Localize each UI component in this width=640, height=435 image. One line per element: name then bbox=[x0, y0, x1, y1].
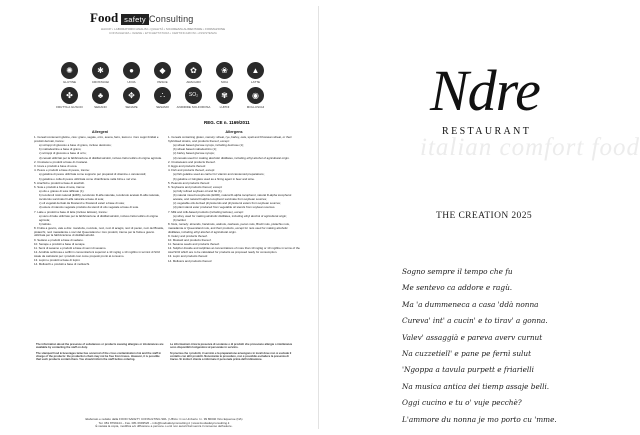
list-item: 10. Senape e prodotti a base di senape. bbox=[34, 241, 86, 246]
allergen-item bbox=[147, 87, 178, 109]
list-item: 13. Lupini e prodotti a base di lupini. bbox=[34, 258, 81, 263]
allergen-label: SENAPE bbox=[125, 105, 138, 109]
list-item: 3. Uova e prodotti a base di uova. bbox=[34, 163, 78, 168]
list-item: d) estere di stanolo vegetale prodotto da steroli di olio vegetale a base di soia. bbox=[39, 205, 139, 210]
italian-column-title: Allergeni bbox=[91, 130, 109, 134]
restaurant-logo: Ndre bbox=[430, 58, 540, 123]
milk-icon: ▲ bbox=[247, 62, 264, 79]
list-item: (c) vegetable oils derived phytosterols and phytosterol esters from soybean sources; bbox=[173, 201, 281, 206]
list-item: 5. Arachidi e prodotti a base di arachidi. bbox=[34, 180, 85, 185]
list-item: 2. Crustaceans and products thereof. bbox=[168, 159, 216, 164]
list-item: (a) fish gelatine used as carrier for vitamin and carotenoid preparations; bbox=[173, 172, 265, 177]
page-fold bbox=[318, 6, 319, 429]
poem-line: Ma 'a dummeneca a casa 'ddà nonna bbox=[402, 299, 539, 309]
footer-line: È vietata la copia, modifica e/o diffusione a persone o enti non autorizzati senza il consenso dell'autore. bbox=[95, 424, 233, 429]
list-item: d) cereali utilizzati per la fabbricazione di distillati alcolici, incluso l'alcol etilico di origine agricola. bbox=[39, 155, 162, 160]
mollusc-icon: ◉ bbox=[247, 87, 264, 104]
italian-notes bbox=[170, 343, 298, 363]
list-item: 7. Latte e prodotti a base di latte (incluso lattosio), tranne: bbox=[34, 209, 108, 214]
allergen-item bbox=[240, 87, 271, 109]
list-item: 1. Cereals containing gluten, namely: wheat, rye, barley, oats, spelt and Khorasan wheat, or their hybridised strains, and products thereof, except: bbox=[168, 135, 292, 143]
regulation-title: REG. CE n. 1169/2011 bbox=[204, 120, 250, 125]
list-item: (b) gelatine or Isinglass used as a fining agent in beer and wine. bbox=[173, 176, 255, 181]
list-item: (a) fully refined soybean oil and fat (1); bbox=[173, 189, 223, 194]
legal-footer bbox=[64, 418, 264, 429]
allergen-item bbox=[209, 87, 240, 109]
poem-line: Me sentevo ca addore e ragù. bbox=[402, 283, 513, 293]
list-item: 6. Soia e prodotti a base di soia, tranne: bbox=[34, 184, 86, 189]
list-item: 1. Cereali contenenti glutine, cioè: grano, segale, orzo, avena, farro, kamut o i loro ceppi ibridati e prodotti derivati, tranne: bbox=[34, 135, 159, 143]
allergen-page bbox=[8, 6, 312, 429]
allergen-item bbox=[54, 62, 85, 84]
allergen-item bbox=[178, 87, 209, 109]
allergen-label: ARACHIDI bbox=[186, 80, 201, 84]
list-item: 6. Soybeans and products thereof, except: bbox=[168, 184, 223, 189]
list-item: b) gelatina o colla di pesce utilizzata come chiarificante nella birra e nel vino. bbox=[39, 176, 137, 181]
list-item: 7. Milk and milk-based products (including lactose), except: bbox=[168, 209, 244, 214]
brand-safety: safety bbox=[121, 14, 149, 25]
english-notes bbox=[36, 343, 164, 363]
list-item: (b) wheat based maltodextrins (1); bbox=[173, 147, 217, 152]
brand-consulting: Consulting bbox=[148, 14, 194, 24]
list-item: (a) wheat based glucose syrups, including dextrose (1); bbox=[173, 142, 244, 147]
allergen-label: FRUTTA A GUSCIO bbox=[56, 105, 83, 109]
poem bbox=[402, 264, 632, 428]
sulphite-icon: SO₂ bbox=[185, 87, 202, 104]
english-allergen-list bbox=[168, 136, 300, 263]
list-item: 13. Lupin and products thereof. bbox=[168, 254, 209, 259]
list-item: b) lattiolo. bbox=[39, 221, 52, 226]
cover-page bbox=[322, 6, 640, 429]
list-item: c) sciroppi di glucosio a base di orzo; bbox=[39, 151, 87, 156]
list-item: 14. Molluscs and products thereof. bbox=[168, 258, 213, 263]
creation-year: THE CREATION 2025 bbox=[436, 211, 532, 221]
sesame-icon: ∴ bbox=[154, 87, 171, 104]
footer-line: Tel. 081 8799144 – Fax. 081 0993526 – info@foodsafetyconsulting.it | www.foodsafetyconsulting.it bbox=[98, 420, 230, 425]
list-item: c) oli vegetali derivati da fitosteroli e fitosteroli esteri a base di soia; bbox=[39, 201, 125, 206]
list-item: 11. Sesame seeds and products thereof. bbox=[168, 242, 220, 247]
list-item: 4. Pesce e prodotti a base di pesce, tranne: bbox=[34, 168, 90, 173]
english-column-title: Allergens bbox=[225, 130, 243, 134]
poem-line: Sogno sempre il tempo che fu bbox=[402, 267, 513, 276]
list-item: 9. Sedano e prodotti a base di sedano. bbox=[34, 237, 84, 242]
list-item: 14. Molluschi e prodotti a base di molluschi. bbox=[34, 262, 90, 267]
allergen-label: SEDANO bbox=[94, 105, 107, 109]
mustard-icon: ✥ bbox=[123, 87, 140, 104]
allergen-item bbox=[209, 62, 240, 84]
list-item: 8. Frutta a guscio, vale a dire: mandorle, nocciole, noci, noci di acagiù, noci di pecan, noci del Brasile, pistacchi, noci macadamia o noci del Queensland e i loro prodotti, tranne per la frutta a guscio utilizzata per la fabbricazione di distillati alcolici. bbox=[34, 225, 164, 238]
list-item: 5. Peanuts and products thereof. bbox=[168, 180, 210, 185]
brand-services-line: HACCP • LABORATORIO ANALISI • QUALITÀ • SICUREZZA ALIMENTARE • FORMAZIONE bbox=[100, 27, 226, 31]
brand-food: Food bbox=[90, 10, 119, 25]
italian-allergen-column bbox=[34, 130, 166, 268]
allergen-item bbox=[85, 62, 116, 84]
list-item: 12. Anidride solforosa e solfiti in concentrazioni superiori a 10 mg/kg o 10 mg/litro in termini di SO2 totale da calcolarsi per i prodotti così come proposti pronti al consumo. bbox=[34, 250, 160, 258]
fish-icon: ◆ bbox=[154, 62, 171, 79]
wheat-icon: ✺ bbox=[61, 62, 78, 79]
poem-line: Na cuzzetiell' e pane pe fernì sulut bbox=[402, 348, 531, 358]
restaurant-label: RESTAURANT bbox=[442, 126, 532, 137]
list-item: b) tocoferoli misti naturali (E306), tocoferolo D-alfa naturale, tocoferolo acetato D-alfa naturale, tocoferolo succinato D-alfa naturale a base di soia; bbox=[39, 193, 160, 202]
english-allergen-column bbox=[168, 130, 300, 264]
poem-line: L'ammore du nonna je mo porto cu 'mme. bbox=[402, 414, 557, 424]
allergen-item bbox=[240, 62, 271, 84]
allergen-label: CROSTACEI bbox=[91, 80, 110, 84]
list-item: 3. Eggs and products thereof. bbox=[168, 163, 206, 168]
poem-line: Oggi cucino e tu o' vuje pecchè? bbox=[402, 398, 522, 408]
list-item: (c) barley based glucose syrups; bbox=[173, 151, 215, 156]
list-item: 10. Mustard and products thereof. bbox=[168, 238, 212, 243]
list-item: 11. Semi di sesamo e prodotti a base di semi di sesamo. bbox=[34, 245, 107, 250]
poem-line: Valev' assaggià e pareva averv curnut bbox=[402, 332, 543, 342]
food-safety-logo bbox=[90, 10, 194, 26]
allergen-label: LATTE bbox=[250, 80, 261, 84]
list-item: 8. Nuts, namely: almonds, hazelnuts, walnuts, cashews, pecan nuts, Brazil nuts, pistachio nuts, macadamia or Queensland nuts, and their products, except for nuts used for making alcoholic distillates, including ethyl alcohol of agricultural origin. bbox=[168, 222, 290, 234]
list-item: (b) lactitol. bbox=[173, 218, 187, 223]
poem-line: Cureva' int' a cucin' e to tirav' a gonna. bbox=[402, 316, 548, 326]
footer-line: Elaborato e redatto dalla FOOD SAFETY CONSULTING SRL | Ufficio: C.so Umberto I n. 99 80040 Vico Equense (NA) bbox=[85, 417, 243, 421]
allergen-item bbox=[54, 87, 85, 109]
egg-icon: ● bbox=[123, 62, 140, 79]
list-item: a) siero di latte utilizzato per la fabbricazione di distillati alcolici, incluso l'alcol etilico di origine agricola; bbox=[39, 213, 159, 222]
allergen-label: SOIA bbox=[220, 80, 229, 84]
list-item: 2. Crostacei e prodotti a base di crostacei. bbox=[34, 159, 88, 164]
italian-allergen-list bbox=[34, 136, 166, 267]
list-item: a) gelatina di pesce utilizzata come supporto per preparati di vitamine o carotenoidi; bbox=[39, 172, 147, 177]
allergen-icon-grid bbox=[54, 62, 274, 109]
allergen-label: UOVA bbox=[127, 80, 136, 84]
brand-services-line-2: CONSULENZA • IGIENE • ETICHETTATURA • CERTIFICAZIONI • ASSISTENZA bbox=[109, 31, 217, 35]
allergen-label: GLUTINE bbox=[62, 80, 76, 84]
lupin-icon: ✾ bbox=[216, 87, 233, 104]
allergen-label: PESCE bbox=[157, 80, 168, 84]
note-paragraph: Le informazioni circa la presenza di sostanze o di prodotti che provocano allergie o intolleranze sono disponibili rivolgendosi al personale in servizio. bbox=[170, 343, 293, 350]
nuts-icon: ✤ bbox=[61, 87, 78, 104]
list-item: (b) natural mixed tocopherols (E306), natural D-alpha tocopherol, natural D-alpha tocopherol acetate, and natural D-alpha tocopherol succinate from soybean sources; bbox=[173, 193, 292, 202]
tagline-watermark: italian comfort food bbox=[420, 134, 640, 161]
peanut-icon: ✿ bbox=[185, 62, 202, 79]
note-paragraph: Si precisa che i prodotti, il servizio e la preparazione avvengono in locali dove non si esclude il contatto con altri prodotti. Nonostante le procedure, non è possibile escludere la presenza di tracce. Si invita il cliente a informare il personale prima dell'ordinazione. bbox=[170, 351, 292, 362]
allergen-item bbox=[116, 87, 147, 109]
allergen-label: ANIDRIDE SOLFOROSA bbox=[176, 105, 211, 109]
poem-line: Na musica antica dei tiemp assaje belli. bbox=[402, 381, 550, 391]
list-item: 4. Fish and products thereof, except: bbox=[168, 168, 215, 173]
note-paragraph: The information about the presence of substances or products causing allergies or intolerances are available by contacting the staff on duty. bbox=[36, 343, 164, 350]
list-item: a) sciroppi di glucosio a base di grano, incluso destrosio; bbox=[39, 142, 112, 147]
poem-line: 'Ngoppa a tavula purpett e friarielli bbox=[402, 365, 534, 375]
list-item: (d) cereals used for making alcoholic distillates, including ethyl alcohol of agricultural origin. bbox=[173, 155, 290, 160]
list-item: 12. Sulphur dioxide and sulphites at concentrations of more than 10 mg/kg or 10 mg/litre in terms of the total SO2 which are to be calculated for products as proposed ready for consumption. bbox=[168, 246, 300, 255]
allergen-item bbox=[116, 62, 147, 84]
crab-icon: ✱ bbox=[92, 62, 109, 79]
allergen-label: SESAMO bbox=[156, 105, 169, 109]
list-item: (d) plant stanol ester produced from vegetable oil sterols from soybean sources. bbox=[173, 205, 276, 210]
list-item: a) olio e grasso di soia raffinato (1); bbox=[39, 189, 85, 194]
list-item: b) maltodestrine a base di grano; bbox=[39, 147, 82, 152]
allergen-item bbox=[85, 87, 116, 109]
allergen-item bbox=[147, 62, 178, 84]
list-item: 9. Celery and products thereof. bbox=[168, 233, 208, 238]
allergen-item bbox=[178, 62, 209, 84]
celery-icon: ♣ bbox=[92, 87, 109, 104]
list-item: (a) whey used for making alcoholic distillates, including ethyl alcohol of agricultural origin; bbox=[173, 213, 287, 218]
allergen-label: LUPINI bbox=[219, 105, 230, 109]
soy-icon: ❀ bbox=[216, 62, 233, 79]
note-paragraph: The stamped food & beverages tame has occurred of the cross contamination risk and the staff in charge of the products: the production chain may not be free from traces. However, it is possible that such products contain them. You should inform the staff before ordering. bbox=[36, 351, 161, 362]
allergen-label: MOLLUSCHI bbox=[246, 105, 265, 109]
